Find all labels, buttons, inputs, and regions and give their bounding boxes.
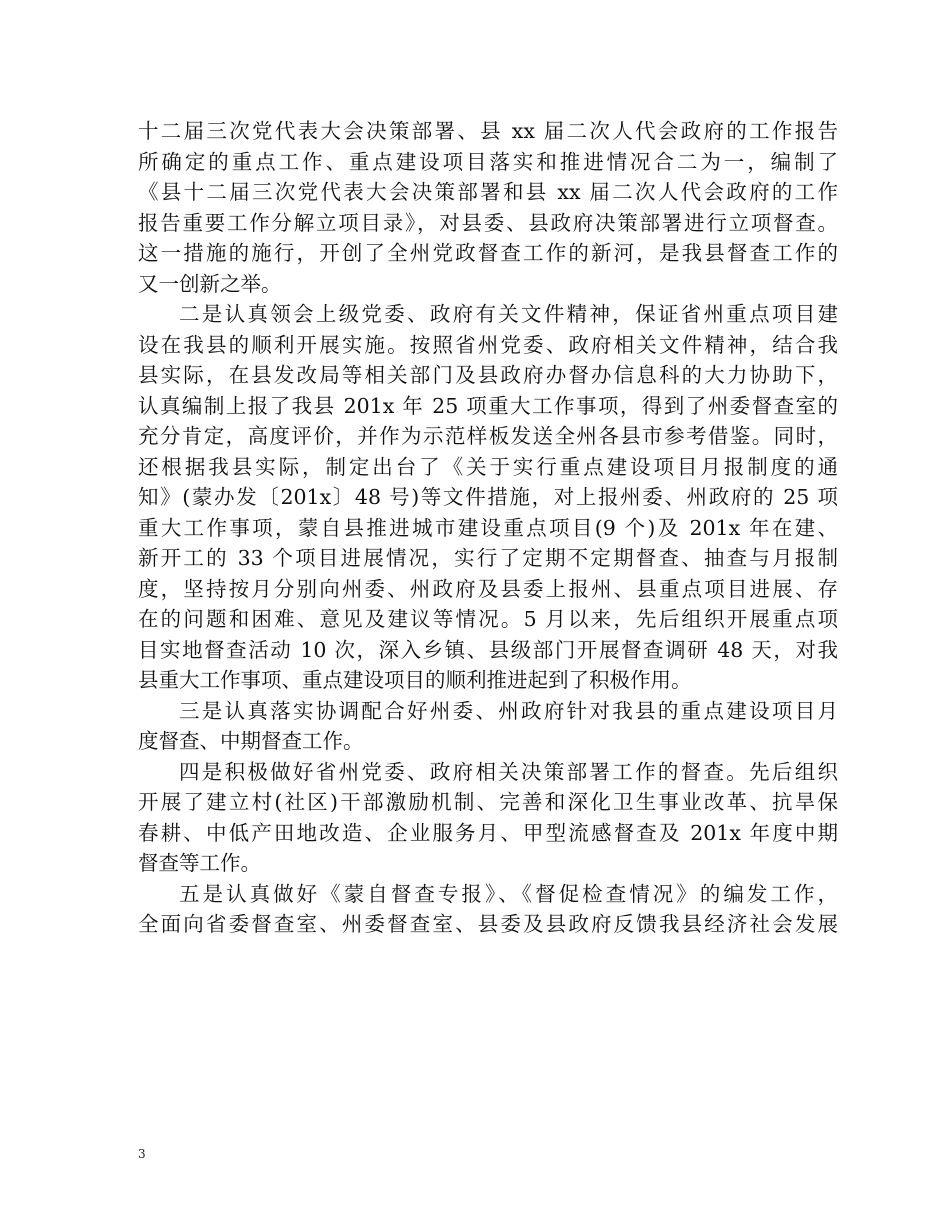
text-line: 度督查、中期督查工作。 — [138, 729, 364, 753]
text-line: 所确定的重点工作、重点建设项目落实和推进情况合二为一，编制了 — [138, 149, 838, 174]
text-line: 在的问题和困难、意见及建议等情况。5 月以来，先后组织开展重点项 — [138, 607, 838, 631]
text-line: 知》(蒙办发〔201x〕48 号)等文件措施，对上报州委、州政府的 25 项 — [138, 485, 838, 509]
text-line: 二是认真领会上级党委、政府有关文件精神，保证省州重点项目建 — [179, 302, 838, 326]
text-line: 目实地督查活动 10 次，深入乡镇、县级部门开展督查调研 48 天，对我 — [138, 637, 838, 662]
text-line: 三是认真落实协调配合好州委、州政府针对我县的重点建设项目月 — [179, 698, 838, 723]
text-line: 这一措施的施行，开创了全州党政督查工作的新河，是我县督查工作的 — [138, 241, 838, 265]
document-body — [138, 116, 838, 940]
text-line: 全面向省委督查室、州委督查室、县委及县政府反馈我县经济社会发展 — [138, 912, 838, 936]
text-line: 还根据我县实际，制定出台了《关于实行重点建设项目月报制度的通 — [138, 454, 838, 479]
text-line: 重大工作事项，蒙自县推进城市建设重点项目(9 个)及 201x 年在建、 — [138, 515, 838, 540]
text-line: 五是认真做好《蒙自督查专报》、《督促检查情况》的编发工作， — [179, 881, 838, 906]
text-line: 度，坚持按月分别向州委、州政府及县委上报州、县重点项目进展、存 — [138, 576, 838, 601]
text-line: 开展了建立村(社区)干部激励机制、完善和深化卫生事业改革、抗旱保 — [138, 790, 838, 814]
text-line: 充分肯定，高度评价，并作为示范样板发送全州各县市参考借鉴。同时， — [138, 424, 838, 448]
text-line: 十二届三次党代表大会决策部署、县 xx 届二次人代会政府的工作报告 — [138, 119, 838, 143]
text-line: 报告重要工作分解立项目录》，对县委、县政府决策部署进行立项督查。 — [138, 210, 838, 235]
text-line: 新开工的 33 个项目进展情况，实行了定期不定期督查、抽查与月报制 — [138, 546, 838, 570]
text-line: 督查等工作。 — [138, 851, 261, 875]
text-line: 四是积极做好省州党委、政府相关决策部署工作的督查。先后组织 — [179, 759, 838, 784]
text-line: 认真编制上报了我县 201x 年 25 项重大工作事项，得到了州委督查室的 — [138, 393, 838, 418]
page-number: 3 — [138, 1147, 146, 1161]
text-line: 又一创新之举。 — [138, 271, 282, 296]
text-line: 《县十二届三次党代表大会决策部署和县 xx 届二次人代会政府的工作 — [138, 180, 838, 204]
text-line: 设在我县的顺利开展实施。按照省州党委、政府相关文件精神，结合我 — [138, 332, 838, 357]
text-line: 县实际，在县发改局等相关部门及县政府办督办信息科的大力协助下， — [138, 363, 838, 387]
text-line: 县重大工作事项、重点建设项目的顺利推进起到了积极作用。 — [138, 668, 692, 692]
text-line: 春耕、中低产田地改造、企业服务月、甲型流感督查及 201x 年度中期 — [138, 820, 838, 845]
